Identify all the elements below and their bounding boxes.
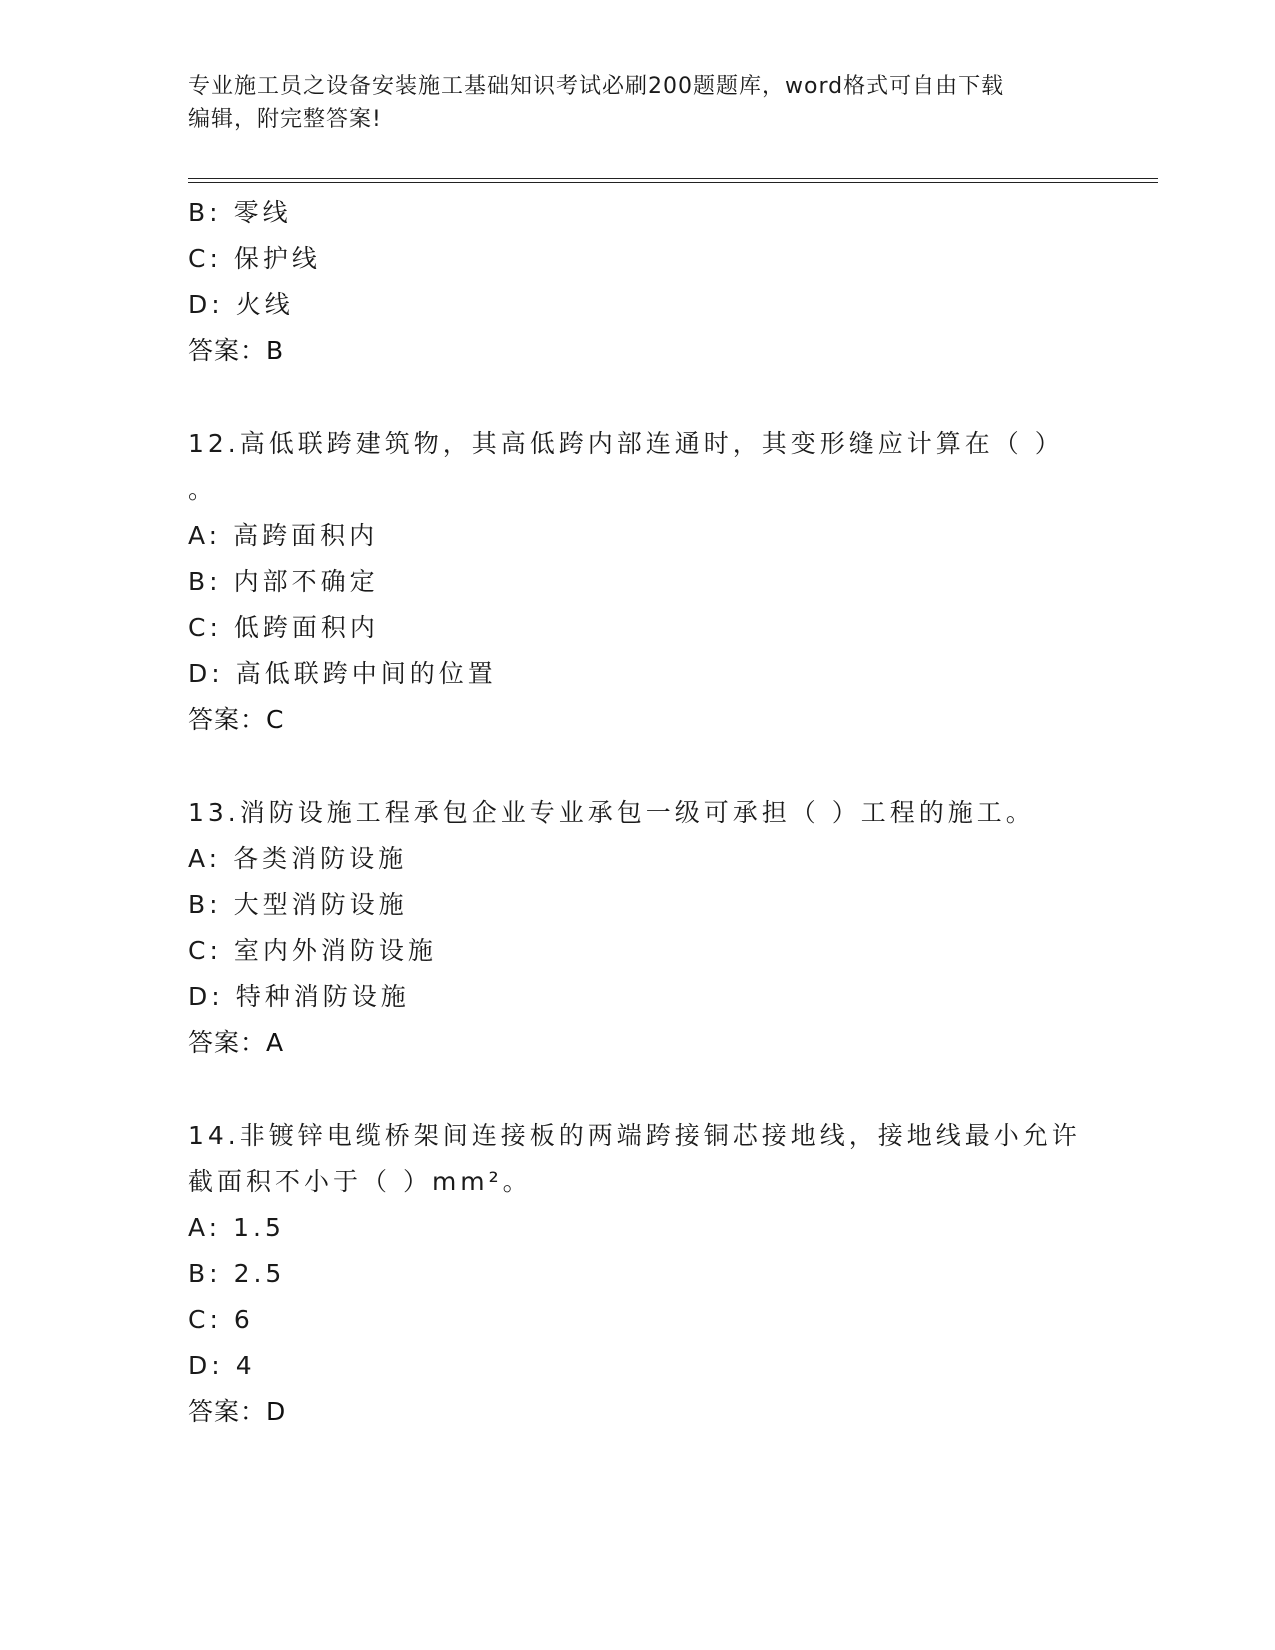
option-a: A: 高跨面积内: [188, 521, 379, 550]
answer: 答案：B: [188, 336, 285, 365]
question-14: [188, 1113, 1128, 1435]
document-header: [188, 70, 1088, 136]
option-c: C: 6: [188, 1305, 254, 1334]
question-stem-line-1: 12.高低联跨建筑物，其高低跨内部连通时，其变形缝应计算在（ ）: [188, 429, 1064, 458]
option-b: B: 2.5: [188, 1259, 286, 1288]
question-stem-line-2: 。: [188, 475, 218, 504]
option-d: D: 4: [188, 1351, 256, 1380]
header-line-2: 编辑，附完整答案!: [188, 107, 382, 132]
question-13: [188, 790, 1128, 1066]
option-a: A: 各类消防设施: [188, 844, 408, 873]
question-12: [188, 421, 1128, 743]
option-c: C: 保护线: [188, 244, 321, 273]
option-d: D: 高低联跨中间的位置: [188, 659, 497, 688]
option-a: A: 1.5: [188, 1213, 285, 1242]
question-stem-line-1: 13.消防设施工程承包企业专业承包一级可承担（ ）工程的施工。: [188, 798, 1035, 827]
question-11: [188, 190, 1128, 374]
header-divider: [188, 178, 1158, 183]
option-d: D: 特种消防设施: [188, 982, 410, 1011]
option-b: B: 零线: [188, 198, 292, 227]
option-d: D: 火线: [188, 290, 294, 319]
header-line-1: 专业施工员之设备安装施工基础知识考试必刷200题题库，word格式可自由下载: [188, 74, 1005, 99]
option-c: C: 低跨面积内: [188, 613, 379, 642]
option-c: C: 室内外消防设施: [188, 936, 437, 965]
answer: 答案：C: [188, 705, 285, 734]
question-list: [188, 190, 1128, 1435]
question-stem-line-1: 14.非镀锌电缆桥架间连接板的两端跨接铜芯接地线，接地线最小允许: [188, 1121, 1081, 1150]
answer: 答案：A: [188, 1028, 285, 1057]
answer: 答案：D: [188, 1397, 287, 1426]
option-b: B: 内部不确定: [188, 567, 379, 596]
question-stem-line-2: 截面积不小于（ ）mm²。: [188, 1167, 532, 1196]
option-b: B: 大型消防设施: [188, 890, 408, 919]
